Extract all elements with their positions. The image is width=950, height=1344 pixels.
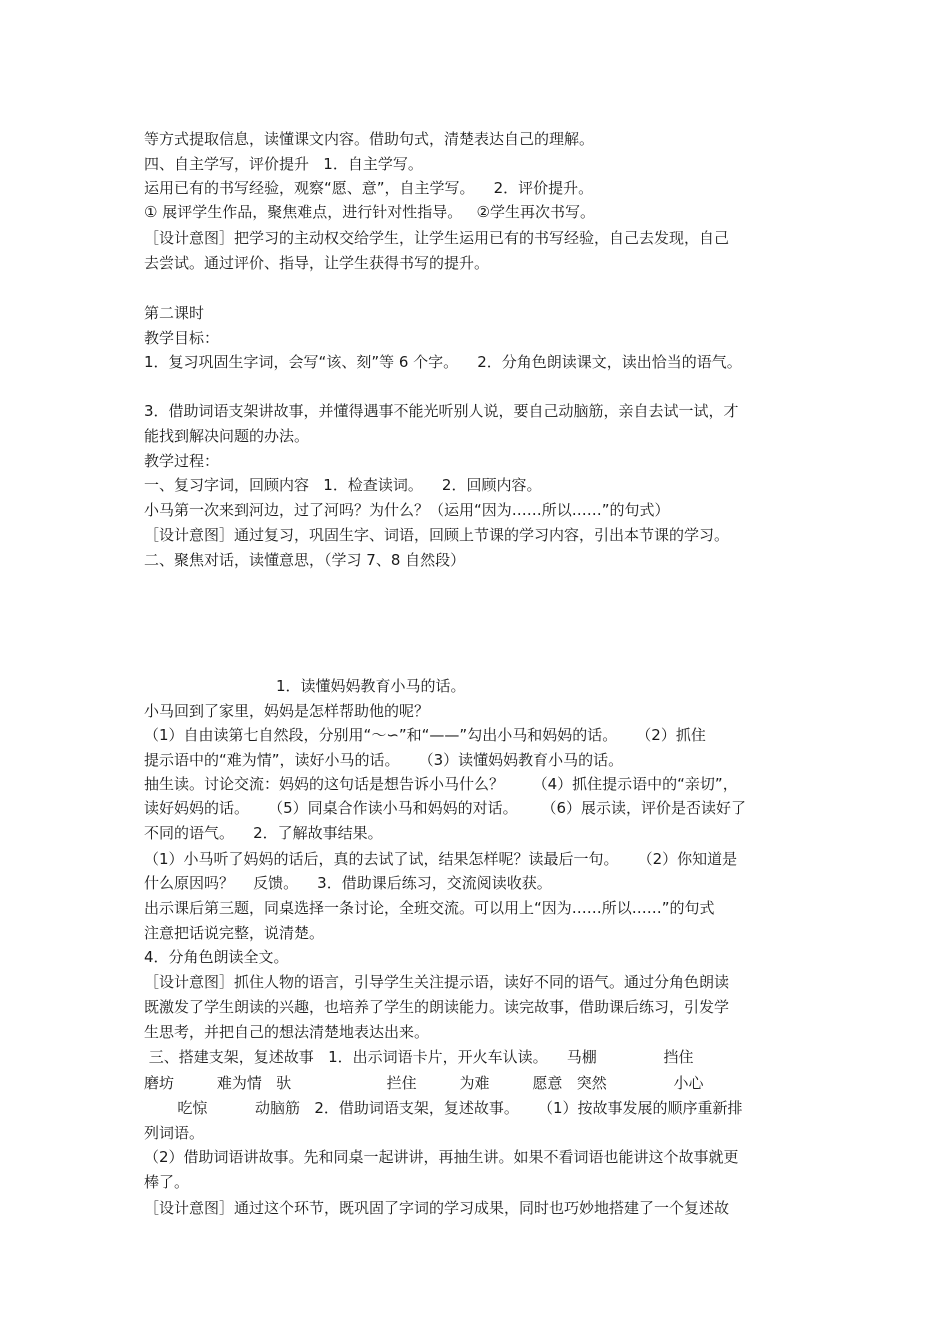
text-line: 出示课后第三题，同桌选择一条讨论，全班交流。可以用上“因为……所以……”的句式 <box>144 899 715 917</box>
text-line: ① 展评学生作品，聚焦难点，进行针对性指导。 ②学生再次书写。 <box>144 203 595 221</box>
text-line: 等方式提取信息，读懂课文内容。借助句式，清楚表达自己的理解。 <box>144 130 595 148</box>
heading-section-1: 一、复习字词，回顾内容 1．检查读词。 2．回顾内容。 <box>144 476 542 494</box>
objective-item: 3．借助词语支架讲故事，并懂得遇事不能光听别人说，要自己动脑筋，亲自去试一试，才 <box>144 402 739 420</box>
text-line: 提示语中的“难为情”，读好小马的话。 （3）读懂妈妈教育小马的话。 <box>144 751 624 769</box>
text-line: 注意把话说完整，说清楚。 <box>144 924 325 942</box>
text-line: 能找到解决问题的办法。 <box>144 427 310 445</box>
text-line: （2）借助词语讲故事。先和同桌一起讲讲，再抽生讲。如果不看词语也能讲这个故事就更 <box>144 1148 739 1166</box>
design-intent: ［设计意图］通过这个环节，既巩固了字词的学习成果，同时也巧妙地搭建了一个复述故 <box>144 1199 730 1217</box>
text-line: 不同的语气。 2．了解故事结果。 <box>144 824 383 842</box>
heading-section-3: 三、搭建支架，复述故事 1．出示词语卡片，开火车认读。 马棚 挡住 <box>144 1048 694 1066</box>
text-line: 什么原因吗？ 反馈。 3．借助课后练习，交流阅读收获。 <box>144 874 552 892</box>
process-heading: 教学过程： <box>144 452 220 470</box>
text-line: （1）自由读第七自然段，分别用“～∽”和“——”勾出小马和妈妈的话。 （2）抓住 <box>144 726 706 744</box>
text-line: 抽生读。讨论交流：妈妈的这句话是想告诉小马什么？ （4）抓住提示语中的“亲切”， <box>144 775 738 793</box>
heading-section-4: 四、自主学写，评价提升 1．自主学写。 <box>144 155 423 173</box>
text-line: 棒了。 <box>144 1173 190 1191</box>
text-line: 小马回到了家里，妈妈是怎样帮助他的呢？ <box>144 702 430 720</box>
objectives-heading: 教学目标： <box>144 329 220 347</box>
text-line: 运用已有的书写经验，观察“愿、意”，自主学写。 2．评价提升。 <box>144 179 594 197</box>
text-line: 4．分角色朗读全文。 <box>144 948 289 966</box>
design-intent: ［设计意图］把学习的主动权交给学生，让学生运用已有的书写经验，自己去发现，自己 <box>144 229 730 247</box>
objective-item: 1．复习巩固生字词，会写“该、刻”等 6 个字。 2．分角色朗读课文，读出恰当的语气。 <box>144 353 742 371</box>
text-line: 读好妈妈的话。 （5）同桌合作读小马和妈妈的对话。 （6）展示读，评价是否读好了 <box>144 799 747 817</box>
text-line: （1）小马听了妈妈的话后，真的去试了试，结果怎样呢？读最后一句。 （2）你知道是 <box>144 850 738 868</box>
text-line: 列词语。 <box>144 1124 205 1142</box>
design-intent: ［设计意图］抓住人物的语言，引导学生关注提示语，读好不同的语气。通过分角色朗读 <box>144 973 730 991</box>
lesson-title: 第二课时 <box>144 304 205 322</box>
word-cards: 磨坊 难为情 驮 拦住 为难 愿意 突然 小心 <box>144 1074 704 1092</box>
subheading: 1．读懂妈妈教育小马的话。 <box>276 677 466 695</box>
text-line: 小马第一次来到河边，过了河吗？为什么？（运用“因为……所以……”的句式） <box>144 501 670 519</box>
text-line: 去尝试。通过评价、指导，让学生获得书写的提升。 <box>144 254 490 272</box>
word-cards: 吃惊 动脑筋 2．借助词语支架，复述故事。 （1）按故事发展的顺序重新排 <box>144 1099 743 1117</box>
text-line: 既激发了学生朗读的兴趣，也培养了学生的朗读能力。读完故事，借助课后练习，引发学 <box>144 998 730 1016</box>
heading-section-2: 二、聚焦对话，读懂意思，（学习 7、8 自然段） <box>144 551 466 569</box>
design-intent: ［设计意图］通过复习，巩固生字、词语，回顾上节课的学习内容，引出本节课的学习。 <box>144 526 730 544</box>
text-line: 生思考，并把自己的想法清楚地表达出来。 <box>144 1023 430 1041</box>
